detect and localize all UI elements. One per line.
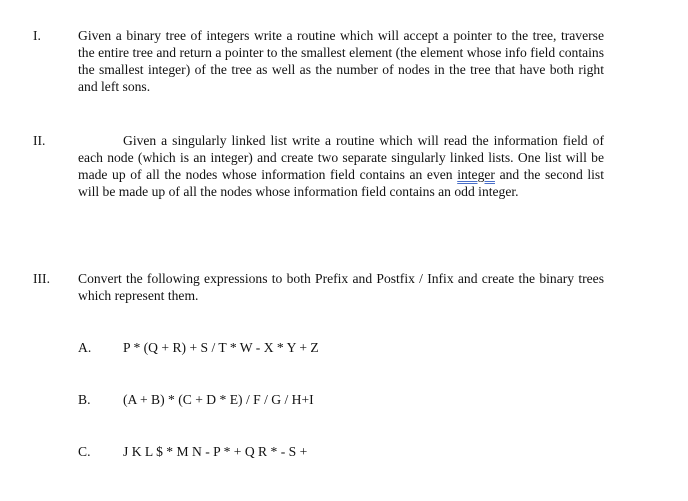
sub-item-a-label: A. [78, 340, 92, 355]
question-1-text: Given a binary tree of integers write a routine which will accept a pointer to the tree, traverse the entire tree and return a pointer to the smallest element (the element whose info field contains the smallest integer) of the tree as well as the number of nodes in the tree that have both right and left sons. [78, 28, 604, 94]
question-2-text-part-2: and the second list will be made up of all the nodes whose information field contains an odd integer. [78, 167, 604, 199]
question-2-text [78, 132, 604, 200]
sub-item-b-expression: (A + B) * (C + D * E) / F / G / H+I [123, 392, 314, 407]
sub-item-c-label: C. [78, 444, 91, 459]
question-1-number: I. [33, 28, 41, 43]
question-3-number: III. [33, 271, 50, 286]
sub-item-b-label: B. [78, 392, 91, 407]
question-2-number: II. [33, 133, 46, 148]
sub-item-c-expression: J K L $ * M N - P * + Q R * - S + [123, 444, 308, 459]
sub-item-a-expression: P * (Q + R) + S / T * W - X * Y + Z [123, 340, 319, 355]
spellcheck-flagged-word[interactable]: integer [457, 167, 495, 182]
question-3-text: Convert the following expressions to both Prefix and Postfix / Infix and create the binary trees which represent them. [78, 271, 604, 303]
question-2-text-part-1: Given a singularly linked list write a routine which will read the information field of each node (which is an integer) and create two separate singularly linked lists. One list will be made up of all the nodes whose information field contains an even [78, 133, 604, 182]
